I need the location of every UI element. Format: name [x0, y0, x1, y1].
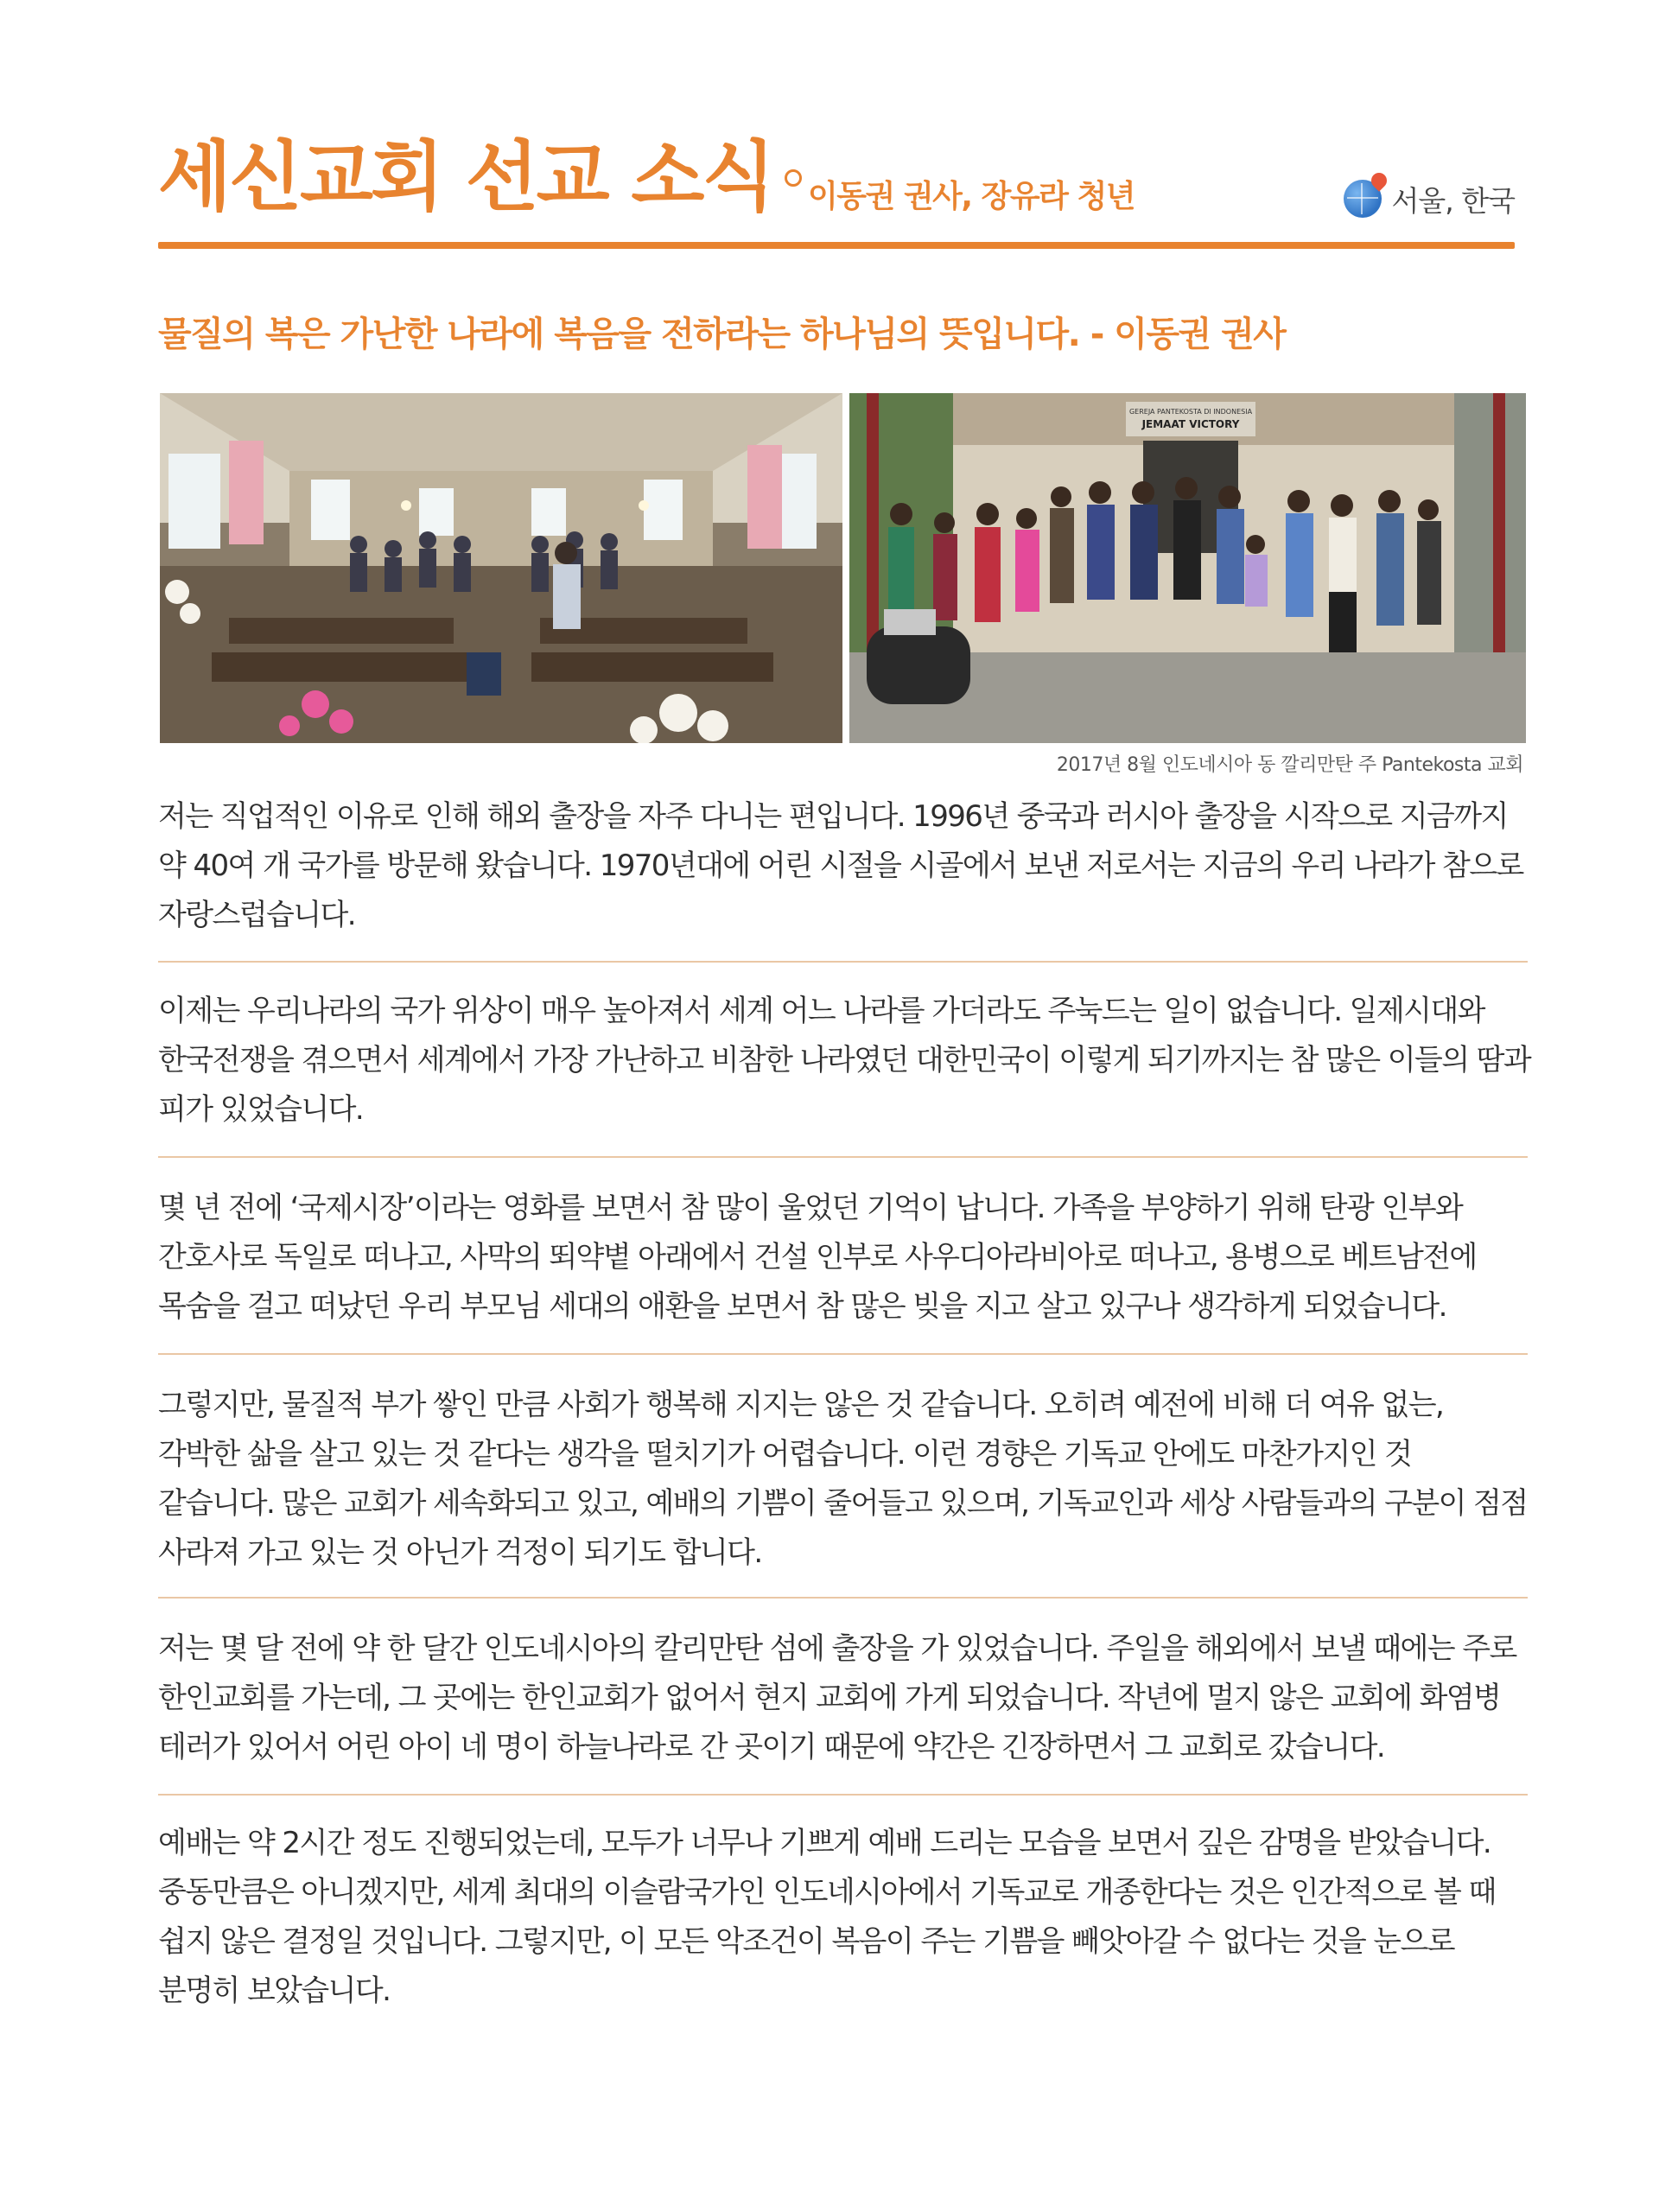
- article-paragraph-5: 저는 몇 달 전에 약 한 달간 인도네시아의 칼리만탄 섬에 출장을 가 있었습니다. 주일을 해외에서 보낼 때에는 주로 한인교회를 가는데, 그 곳에는 한인교회가 없어서 현지 교회에 가게 되었습니다. 작년에 멀지 않은 교회에 화염병 테러가 있어서 어린 아이 네 명이 하늘나라로 간 곳이기 때문에 약간은 긴장하면서 그 교회로 갔습니다.: [158, 1631, 1516, 1764]
- authors: 이동권 권사, 장유라 청년: [808, 179, 1135, 214]
- globe-pin-icon: [1344, 180, 1382, 218]
- article-paragraph-3: 몇 년 전에 ‘국제시장’이라는 영화를 보면서 참 많이 울었던 기억이 납니다. 가족을 부양하기 위해 탄광 인부와 간호사로 독일로 떠나고, 사막의 뙤약볕 아래에서 건설 인부로 사우디아라비아로 떠나고, 용병으로 베트남전에 목숨을 걸고 떠났던 우리 부모님 세대의 애환을 보면서 참 많은 빚을 지고 살고 있구나 생각하게 되었습니다.: [158, 1191, 1477, 1324]
- paragraph-divider: [158, 1597, 1528, 1599]
- article-paragraph-4: 그렇지만, 물질적 부가 쌓인 만큼 사회가 행복해 지지는 않은 것 같습니다. 오히려 예전에 비해 더 여유 없는, 각박한 삶을 살고 있는 것 같다는 생각을 떨치기가 어렵습니다. 이런 경향은 기독교 안에도 마찬가지인 것 같습니다. 많은 교회가 세속화되고 있고, 예배의 기쁨이 줄어들고 있으며, 기독교인과 세상 사람들과의 구분이 점점 사라져 가고 있는 것 아닌가 걱정이 되기도 합니다.: [158, 1388, 1528, 1570]
- church-interior-photo: [160, 393, 842, 743]
- church-sign-line2: JEMAAT VICTORY: [1141, 418, 1240, 430]
- article-paragraph-1: 저는 직업적인 이유로 인해 해외 출장을 자주 다니는 편입니다. 1996년 중국과 러시아 출장을 시작으로 지금까지 약 40여 개 국가를 방문해 왔습니다. 1970년대에 어린 시절을 시골에서 보낸 저로서는 지금의 우리 나라가 참으로 자랑스럽습니다.: [158, 799, 1523, 932]
- paragraph-divider: [158, 1794, 1528, 1796]
- paragraph-divider: [158, 1156, 1528, 1158]
- congregation-group-photo: [849, 393, 1526, 743]
- location-label: 서울, 한국: [1391, 183, 1515, 218]
- article-paragraph-2: 이제는 우리나라의 국가 위상이 매우 높아져서 세계 어느 나라를 가더라도 주눅드는 일이 없습니다. 일제시대와 한국전쟁을 겪으면서 세계에서 가장 가난하고 비참한 나라였던 대한민국이 이렇게 되기까지는 참 많은 이들의 땀과 피가 있었습니다.: [158, 994, 1531, 1127]
- header: [158, 130, 1515, 242]
- newsletter-title: 세신교회 선교 소식: [158, 132, 773, 221]
- church-sign-line1: GEREJA PANTEKOSTA DI INDONESIA: [1128, 408, 1253, 416]
- article-paragraph-6: 예배는 약 2시간 정도 진행되었는데, 모두가 너무나 기쁘게 예배 드리는 모습을 보면서 깊은 감명을 받았습니다. 중동만큼은 아니겠지만, 세계 최대의 이슬람국가인 인도네시아에서 기독교로 개종한다는 것은 인간적으로 볼 때 쉽지 않은 결정일 것입니다. 그렇지만, 이 모든 악조건이 복음이 주는 기쁨을 빼앗아갈 수 없다는 것을 눈으로 분명히 보았습니다.: [158, 1826, 1496, 2008]
- photo-caption: 2017년 8월 인도네시아 동 깔리만탄 주 Pantekosta 교회: [1056, 754, 1523, 776]
- location: [1344, 175, 1516, 223]
- article-subheading: 물질의 복은 가난한 나라에 복음을 전하라는 하나님의 뜻입니다. - 이동권 권사: [158, 315, 1286, 354]
- circle-bullet-icon: [785, 169, 802, 187]
- header-divider: [158, 242, 1515, 249]
- paragraph-divider: [158, 961, 1528, 963]
- paragraph-divider: [158, 1353, 1528, 1355]
